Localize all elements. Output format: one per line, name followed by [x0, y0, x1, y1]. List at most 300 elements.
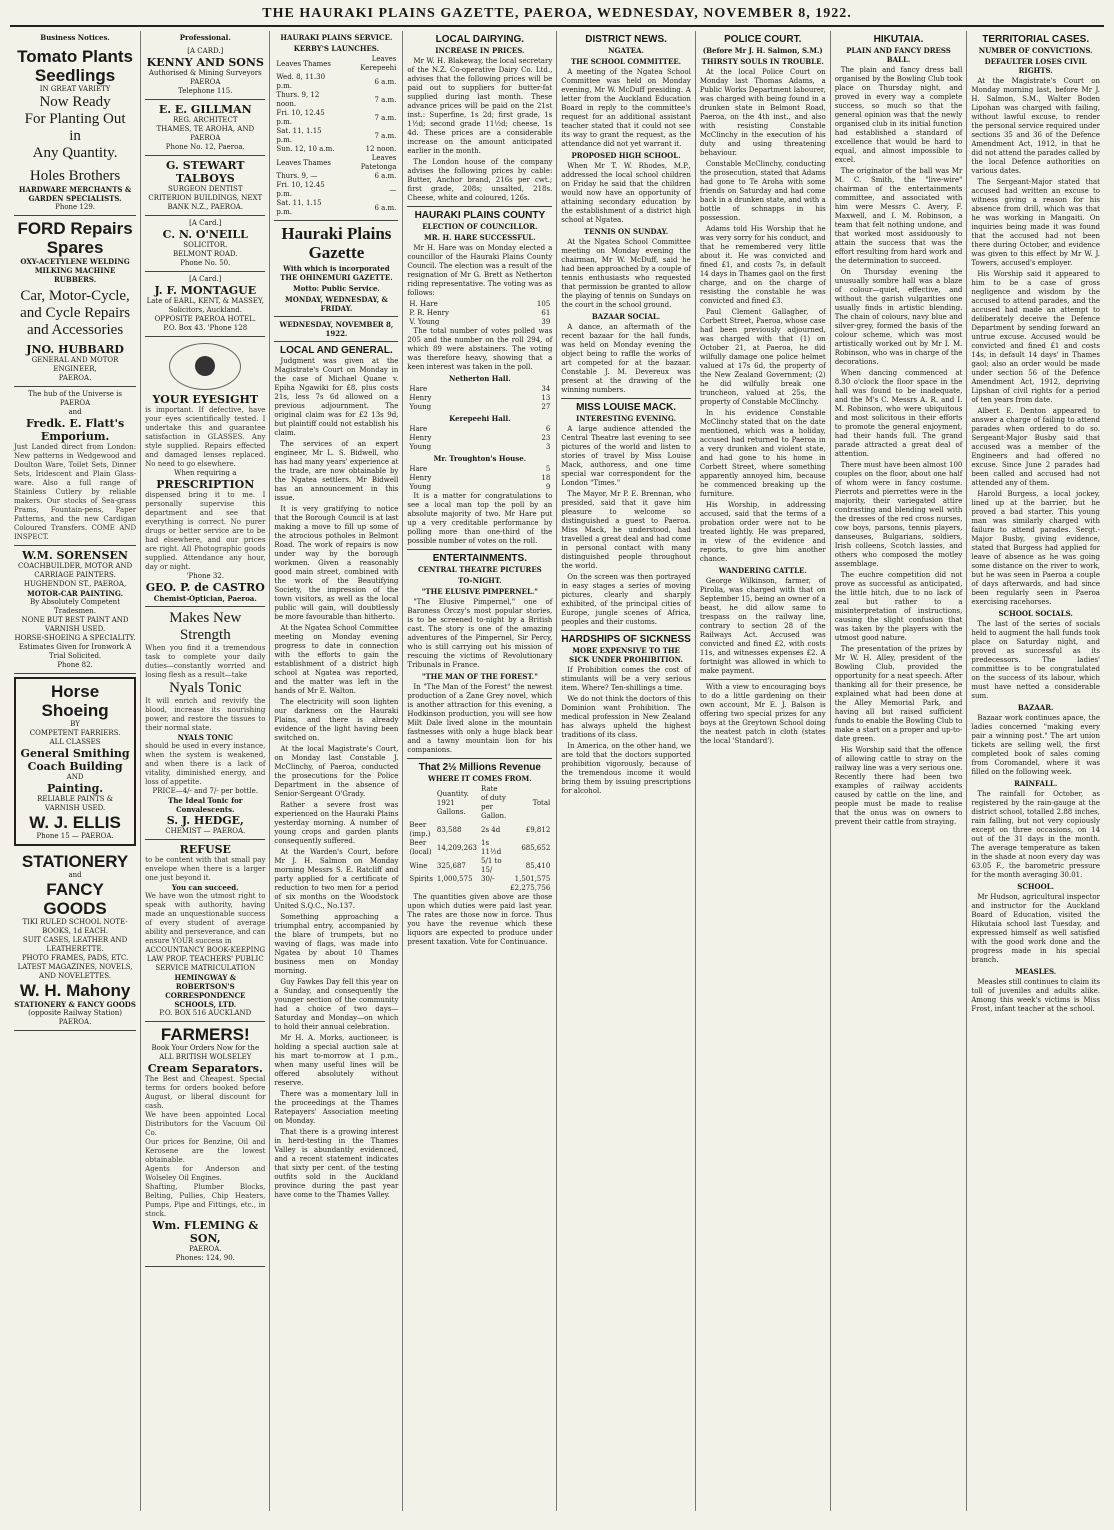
table-cell: £9,812 — [525, 825, 551, 834]
card-oneill — [145, 216, 265, 272]
booth-heading: Mr. Troughton's House. — [433, 454, 527, 463]
sorensen-ad — [14, 546, 136, 674]
card-gillman — [145, 100, 265, 156]
booth-table — [407, 465, 552, 492]
ad-line: STATIONERY — [21, 852, 129, 871]
section-subheading: CENTRAL THEATRE PICTURES — [417, 565, 542, 574]
table-cell: 1,000,575 — [436, 875, 473, 883]
paragraph: Adams told His Worship that he was very sorry for his conduct, and that he remembered very little about it. He was convicted and fined £1, and costs 7s, in default 14 days in Thames gaol on the first charge, and on the charge of resisting the constable he was convicted and fined £3. — [699, 225, 826, 305]
table-cell: 6 — [545, 425, 551, 433]
table-row — [407, 425, 552, 434]
table-cell: Beer (local) — [409, 839, 432, 856]
ad-text: should be used in every instance, when the system is weakened, and when there is a lack of vitality, diminished energy, and loss of appetite. — [145, 742, 266, 786]
table-row — [407, 884, 552, 893]
card-line: Phone No. 12, Paeroa. — [165, 143, 245, 151]
table-cell: 39 — [541, 318, 551, 326]
table-cell: 5 — [545, 465, 551, 473]
paragraph: The last of the series of socials held to augment the hall funds took place on Saturday night, and proved as successful as its predecessors. The ladies' committee is to be congratulated on the success of its labour, which must have netted a considerable sum. — [971, 620, 1100, 700]
paragraph: His Worship said it appeared to him to be a case of gross negligence and wisdom by the accused to attend parades, and the accused had made an attempt to deliberately deceive the Defence Department by sending forward an untrue excuse. Accused would be convicted and fined £1 and costs 14s, in default 14 days' in Thames gaol; also an order would be made under section 56 of the Defence Amendment Act, 1912, depriving Lipshan of civil rights for a period of ten years from date. — [971, 270, 1100, 404]
table-cell: — — [389, 185, 397, 194]
ad-line: Phone 15 — PAEROA. — [36, 832, 114, 840]
paragraph: The Mayor, Mr P. E. Brennan, who presided, said that it gave him pleasure to welcome so distinguished a guest to Paeroa. Miss Mack, he understood, had travelled a great deal and had come in personal contact with many distinguished people throughout the world. — [561, 490, 691, 570]
ad-line: Nyals Tonic — [169, 680, 242, 696]
table-cell: Sat. 11, 1.15 p.m. — [276, 127, 322, 144]
table-cell: 2s 4d — [481, 825, 501, 834]
card-line: BELMONT ROAD. — [173, 250, 238, 258]
ad-text: When you find it a tremendous task to complete your daily duties—constantly worried and losing flesh as a result—take — [145, 644, 266, 679]
ad-text: It will enrich and revivify the blood, increase its nourishing power, and restore the tissues to their normal state. — [145, 697, 266, 732]
table-row — [407, 465, 552, 474]
section-heading: ENTERTAINMENTS. — [432, 553, 527, 564]
ad-line: BY — [70, 720, 80, 728]
booth-heading: Netherton Hall. — [449, 374, 511, 383]
farmers-ad — [145, 1022, 265, 1267]
paper-title: Hauraki Plains Gazette — [281, 224, 392, 262]
ad-line: Any Quantity. — [32, 145, 118, 161]
table-row — [274, 172, 398, 181]
section-subheading: NUMBER OF CONVICTIONS. — [978, 46, 1093, 55]
card-kenny — [145, 44, 265, 100]
table-row — [274, 109, 398, 127]
card-line: E. E. GILLMAN — [158, 103, 252, 116]
column-7 — [831, 31, 968, 1511]
ad-line: REFUSE — [179, 843, 231, 856]
table-cell: P. R. Henry — [409, 309, 449, 317]
ad-text: dispensed bring it to me. I personally supervise this department and see that everything is correct. No purer drugs or better service are to be had elsewhere, and our prices are right. All Photographic goods supplied. Attendance any hour, day or night. — [145, 491, 266, 571]
table-row — [407, 403, 552, 412]
section-heading: That 2½ Millions Revenue — [418, 762, 541, 773]
table-row — [407, 821, 552, 839]
ad-line: STATIONERY & FANCY GOODS — [14, 1000, 136, 1009]
ad-line: Car, Motor-Cycle, and Cycle Repairs and Accessories — [20, 288, 131, 338]
divider — [274, 220, 398, 221]
paragraph: At the Ngatea School Committee meeting on Monday evening progress to date in connection with the efforts to gain the establishment of a district high school at Ngatea was reported, and the matter was left in the hands of Mr E. Walton. — [274, 624, 399, 695]
masthead: THE HAURAKI PLAINS GAZETTE, PAEROA, WEDNESDAY, NOVEMBER 8, 1922. — [10, 6, 1104, 27]
section-heading: LOCAL AND GENERAL. — [280, 345, 393, 356]
table-cell: 5/1 to 15/ — [481, 857, 502, 874]
paragraph: Mr H. A. Morks, auctioneer, is holding a special auction sale at his mart to-morrow at 1 p.m., when many useful lines will be offered absolutely without reserve. — [274, 1034, 399, 1087]
ad-line: NONE BUT BEST PAINT AND VARNISH USED. — [21, 616, 129, 633]
ad-line: GEO. P. de CASTRO — [145, 581, 265, 594]
table-head: Quantity. 1921 Gallons. — [436, 789, 469, 816]
revenue-table — [407, 785, 552, 893]
table-cell: 12 noon. — [365, 145, 397, 153]
ad-line: Estimates Given for Ironwork A Trial Solicited. — [18, 643, 132, 660]
ad-line: Phone 129. — [55, 203, 96, 211]
paper-line: With which is incorporated THE OHINEMURI GAZETTE. — [280, 264, 393, 282]
card-line: KENNY AND SONS — [146, 56, 264, 69]
section-subheading: INTERESTING EVENING. — [576, 414, 677, 423]
card-line: REG. ARCHITECT — [173, 116, 238, 124]
ad-line: HEMINGWAY & ROBERTSON'S CORRESPONDENCE SCHOOLS, LTD. — [165, 973, 246, 1009]
ad-text: Our prices for Benzine, Oil and Kerosene are the lowest obtainable. — [145, 1138, 266, 1164]
column-3 — [270, 31, 403, 1511]
table-cell: Sun. 12, 10 a.m. — [276, 145, 335, 153]
paragraph: At the Magistrate's Court on Monday morning last, before Mr J. H. Salmon, S.M., Walter Boden Lipohan was charged with failing, without lawful excuse, to render the personal service required under sections 35 and 36 of the Defence Amendment Act, 1912, in that he did not attend the parades called by the local Defence authorities on various dates. — [971, 77, 1100, 175]
table-cell: 23 — [541, 434, 551, 442]
card-line: P.O. Box 43. 'Phone 128 — [163, 324, 248, 332]
paragraph: The electricity will soon lighten our darkness on the Hauraki Plains, and there is already evidence of the light having been switched on. — [274, 698, 399, 742]
ad-line: PAEROA — [59, 399, 91, 407]
table-cell: 30/- — [481, 875, 495, 883]
table-cell: Henry — [409, 434, 432, 442]
table-row — [407, 785, 552, 821]
ad-line: COACHBUILDER, MOTOR AND CARRIAGE PAINTERS. — [18, 562, 133, 579]
paragraph: At the local Magistrate's Court, on Monday last Constable J. McClinchy, of Paeroa, conducted the prosecutions for the Police Department in the absence of Senior-Sergeant O'Grady. — [274, 745, 399, 798]
section-subheading: ELECTION OF COUNCILLOR. — [422, 222, 538, 231]
card-line: THAMES, TE AROHA, AND PAEROA — [156, 125, 255, 142]
paper-motto: Motto: Public Service. — [292, 284, 380, 293]
table-cell: 61 — [541, 309, 551, 317]
business-notices-header: Business Notices. — [40, 33, 110, 42]
table-cell: Hare — [409, 385, 428, 393]
paragraph: George Wilkinson, farmer, of Pirolia, was charged with that on September 15, being an owner of a beast, he did allow same to trespass on the railway line, contrary to section 28 of the Railways Act. Accused was convicted and fined £2, with costs 11s, and witnesses expenses £2. A fortnight was allowed in which to make payment. — [699, 577, 826, 675]
section-subheading: "THE ELUSIVE PIMPERNEL." — [421, 587, 538, 596]
table-row — [407, 839, 552, 857]
paragraph: The originator of the ball was Mr M. C. Smith, the "live-wire" chairman of the entertainments committee, and associated with him were Messrs C. Avery, F. Maxwell, and I. M. Robinson, a team that felt nothing undone, and that worked most assiduously to attain the success that was the effort resulting from hard work and the determination to succeed. — [834, 167, 963, 265]
table-row — [274, 181, 398, 199]
paragraph: Albert E. Denton appeared to answer a charge of failing to attend parades when ordered to do so. Sergeant-Major Busby said that accused was a member of the Engineers and had offered no excuse. Since June 2 parades had been called and accused had not attended any of them. — [971, 407, 1100, 487]
table-row — [407, 434, 552, 443]
votes-table — [407, 300, 552, 327]
paragraph: There must have been almost 100 couples on the floor, about one half of whom were in fancy costume. Pierrots and pierrettes were in the majority, their variegated attire contrasting and blending well with the dresses of the red cross nurses, cow boys, parsons, tennis players, danseuses, Bulgarians, soldiers, Irish colleens, Scotch lassies, and others who composed the motley assemblage. — [834, 461, 963, 568]
paragraph: The Sergeant-Major stated that accused had written an excuse to witness giving a reason for his absence from drill, which was that he was working in Mangaiti. On inquiries being made it was found that the accused had not been there during October, and evidence was given to this effect by Mr W. J. Towers, accused's employer. — [971, 178, 1100, 267]
table-cell: Wine — [409, 861, 428, 870]
section-subheading: THIRSTY SOULS IN TROUBLE. — [701, 57, 824, 66]
card-line: [A Card.] — [189, 275, 222, 283]
ad-line: Emporium. — [40, 430, 110, 443]
service-subtitle: KERBY'S LAUNCHES. — [293, 44, 380, 53]
paragraph: His Worship, in addressing accused, said that the terms of a probation order were not to be treated lightly. He was prepared, in view of the evidence and reports, to give him another chance. — [699, 501, 826, 563]
ad-line: W. H. Mahony — [19, 981, 131, 1000]
paragraph: Rather a severe frost was experienced on the Hauraki Plains yesterday morning. A number of young crops and garden plants consequently suffered. — [274, 801, 399, 845]
table-cell: Wed. 8, 11.30 p.m. — [276, 73, 326, 90]
table-cell: Henry — [409, 394, 432, 402]
card-line: [A CARD.] — [187, 47, 224, 55]
table-cell: 7 a.m. — [374, 131, 397, 140]
ad-line: PAEROA. — [189, 1245, 222, 1253]
paragraph: The London house of the company advises the following prices by cable: Butter, Anchor brand, 216s per cwt.; first grade, 208s; unsalted, 218s. Cheese, white and coloured, 126s. — [407, 158, 553, 202]
ad-line: 'Phone 32. — [186, 572, 224, 580]
paragraph: At the local Police Court on Monday last Thomas Adams, a Public Works Department labourer, was charged with being found in a drunken state in Belmont Road, Paeroa, on the 4th inst., and also with resisting Constable McClinchy in the execution of his duty and using threatening behaviour. — [699, 68, 826, 157]
ad-line: Fredk. E. Flatt's — [25, 417, 125, 430]
table-row — [407, 483, 552, 492]
ford-ad — [14, 216, 136, 387]
newspaper-page — [10, 6, 1104, 1516]
paragraph: Guy Fawkes Day fell this year on a Sunday, and consequently the younger section of the community had a choice of two days—Saturday and Monday—on which to hold their annual celebration. — [274, 978, 399, 1031]
table-head — [407, 785, 435, 821]
ad-line: PAEROA. — [58, 1018, 92, 1026]
ad-line: and — [68, 871, 82, 879]
table-row — [274, 73, 398, 91]
table-cell: Young — [409, 403, 432, 411]
section-subheading: (Before Mr J. H. Salmon, S.M.) — [702, 46, 823, 55]
ad-line: RELIABLE PAINTS & VARNISH USED. — [37, 795, 114, 812]
ad-line: PHOTO FRAMES, PADS, ETC. — [21, 954, 129, 962]
table-cell: Fri. 10, 12.45 p.m. — [276, 181, 325, 198]
section-subheading: NGATEA. — [608, 46, 644, 55]
table-head: Leaves Kerepeehi — [360, 55, 397, 72]
section-heading: HAURAKI PLAINS COUNTY — [414, 210, 546, 221]
paragraph: We do not think the doctors of this Dominion want Prohibition. The medical profession in New Zealand has always upheld the highest traditions of its class. — [561, 695, 691, 739]
divider — [407, 549, 552, 550]
ad-text: We have been appointed Local Distributors for the Vacuum Oil Co. — [145, 1111, 266, 1137]
booth-table — [407, 385, 552, 412]
column-4 — [403, 31, 557, 1511]
flatt-ad — [14, 387, 136, 546]
paragraph: That there is a growing interest in herd-testing in the Thames Valley is abundantly evidenced, and a recent statement indicates that sixty per cent. of the testing outfits sold in the Auckland province during the past year have come to the Thames Valley. — [274, 1128, 399, 1199]
paragraph: Paul Clement Gallagher, of Corbett Street, Paeroa, whose case had been previously adjourned, was charged with that (1) on October 21, at Paeroa, he did wilfully damage one police helmet valued at 17s 6d, the property of the New Zealand Government; (2) he did wilfully break one truncheon, valued at 25s, the property of Constable McClinchy. — [699, 308, 826, 406]
card-line: OPPOSITE PAEROA HOTEL. — [154, 315, 257, 323]
table-cell: Hare — [409, 465, 428, 473]
table-cell: 18 — [541, 474, 551, 482]
card-line: Authorised & Mining Surveyors — [148, 69, 262, 77]
card-line: PAEROA — [190, 78, 221, 86]
section-subheading: BAZAAR SOCIAL. — [591, 312, 661, 321]
ad-text: The Best and Cheapest. Special terms for orders booked before August, or liberal discount for cash. — [145, 1075, 266, 1110]
section-subheading: PROPOSED HIGH SCHOOL. — [571, 151, 681, 160]
column-6 — [696, 31, 831, 1511]
section-subheading: TO-NIGHT. — [458, 576, 502, 585]
card-line: CRITERION BUILDINGS, NEXT BANK N.Z., PAEROA. — [148, 194, 263, 211]
ad-line: Book Your Orders Now for the ALL BRITISH WOLSELEY — [151, 1044, 260, 1061]
ad-line: S. J. HEDGE, — [166, 814, 244, 827]
section-subheading: DEFAULTER LOSES CIVIL RIGHTS. — [984, 57, 1087, 75]
section-subheading: MORE EXPENSIVE TO THE SICK UNDER PROHIBITION. — [569, 646, 683, 664]
section-heading: POLICE COURT. — [724, 34, 802, 45]
paragraph: The quantities given above are those upon which duties were paid last year. The rates are those now in force. Thus you have the revenue which these liquors are expected to produce under present taxation. Vote for Continuance. — [407, 893, 553, 946]
paragraph: The plain and fancy dress ball organised by the Bowling Club took place on Thursday night, and proved in every way a complete success, so much so that the general opinion was that the newly organised club in its initial function had established a standard of excellence that would be hard to equal, and almost impossible to excel. — [834, 66, 963, 164]
ad-line: FARMERS! — [160, 1025, 250, 1044]
paragraph: On Thursday evening the unusually sombre hall was a blaze of colour—quiet, effective, and without the garish vulgarities one usually finds in artistic blending. The chain of colours, navy blue and silver-grey, formed the basis of the colour scheme, which was most artistically worked out by Mr I. M. Robinson, who was in charge of the decorations. — [834, 268, 963, 366]
table-cell: Sat. 11, 1.15 p.m. — [276, 199, 322, 216]
section-subheading: TENNIS ON SUNDAY. — [583, 227, 669, 236]
ad-line: Holes Brothers — [29, 168, 121, 184]
paragraph: With a view to encouraging boys to do a little gardening on their own account, Mr E. J. Balson is offering two special prizes for any boys at the Greytown School doing the neatest patch in cloth (states the local 'Standard'). — [699, 683, 826, 745]
ad-line: You can succeed. — [171, 883, 239, 892]
ad-line: Painting. — [47, 782, 104, 795]
ad-text: to be content with that small pay envelope when there is a larger one just beyond it. — [145, 856, 266, 882]
table-cell: 3 — [545, 443, 551, 451]
ad-line: CHEMIST — PAEROA. — [165, 827, 246, 835]
ad-line: Now Ready — [39, 94, 111, 110]
table-head: Leaves Patetonga — [360, 154, 397, 171]
table-row — [407, 394, 552, 403]
service-title: HAURAKI PLAINS SERVICE. — [280, 33, 393, 42]
ad-line: TIKI RULED SCHOOL NOTE-BOOKS, 1d EACH. — [22, 918, 128, 935]
ad-line: OXY-ACETYLENE WELDING — [20, 257, 130, 266]
table-row — [274, 55, 398, 73]
paragraph: The rainfall for October, as registered by the rain-gauge at the district school, totalled 2.88 inches, rain falling, but not very copiously except on three occasions, on 14 out of the 31 days in the month. The average temperature as taken in the shade at noon every day was 63.05 F., the barometric pressure for the month averaging 30.01. — [971, 790, 1100, 879]
table-cell: 1,501,575 — [514, 875, 551, 883]
stationery-ad — [14, 849, 136, 1031]
ad-line: Horse Shoeing — [41, 682, 109, 720]
table-cell: 685,652 — [521, 843, 551, 852]
ad-line: PAEROA. — [58, 374, 92, 382]
section-subheading: "THE MAN OF THE FOREST." — [421, 672, 538, 681]
ad-text: Just Landed direct from London: New patterns in Wedgewood and Doulton Ware, Toilet Sets, Dinner Sets, Iridescent and Plain Glass-ware. Also a full range of Stainless Cutlery by reliable makers. Our stocks of Sea-grass Prams, Fountain-pens, Paper Patterns, and the new Cardigan Coloured Transfers. COME AND INSPECT. — [14, 443, 137, 541]
ad-line: IN GREAT VARIETY — [39, 85, 111, 93]
table-head: Total — [532, 798, 551, 807]
section-subheading: SCHOOL. — [1017, 882, 1055, 891]
ad-line: ALL CLASSES — [49, 738, 101, 746]
section-subheading: SCHOOL SOCIALS. — [998, 609, 1073, 618]
paragraph: A meeting of the Ngatea School Committee was held on Monday evening, Mr W. McDuff presiding. A letter from the Auckland Education Board in reply to the committee's request for an additional assistant teacher stated that it could not see its way to grant the request, as the attendance did not yet warrant it. — [561, 68, 691, 148]
table-cell: Fri. 10, 12.45 p.m. — [276, 109, 325, 126]
ad-line: The Ideal Tonic for Convalescents. — [168, 796, 243, 814]
table-cell: 34 — [541, 385, 551, 393]
paragraph: Mr H. Hare was on Monday elected a councillor of the Hauraki Plains County Council. The election was a result of the resignation of Mr G. Brett as Netherton riding representative. The voting was as follows: — [407, 244, 553, 297]
paragraph: Constable McClinchy, conducting the prosecution, stated that Adams had gone to Te Aroha with some friends on Saturday and had come back in a drunken state, and with a bottle of schnapps in his possession. — [699, 160, 826, 222]
divider — [407, 758, 552, 759]
table-cell: Thurs. 9, 12 noon. — [276, 91, 320, 108]
table-cell: 6 a.m. — [374, 77, 397, 86]
section-subheading: THE SCHOOL COMMITTEE. — [571, 57, 682, 66]
table-cell: Henry — [409, 474, 432, 482]
eye-illustration-icon — [169, 343, 241, 390]
paragraph: There was a momentary lull in the proceedings at the Thames Ratepayers' Association meeting on Monday. — [274, 1090, 399, 1125]
ad-line: W. J. ELLIS — [29, 813, 121, 832]
eyesight-ad — [145, 337, 265, 607]
section-heading: TERRITORIAL CASES. — [982, 34, 1090, 45]
table-cell: 7 a.m. — [374, 113, 397, 122]
section-subheading: MR. H. HARE SUCCESSFUL. — [424, 233, 536, 242]
table-row — [407, 309, 552, 318]
professional-header: Professional. — [179, 33, 231, 42]
card-line: Telephone 115. — [178, 87, 233, 95]
column-5 — [557, 31, 696, 1511]
section-heading: LOCAL DAIRYING. — [435, 34, 525, 45]
paragraph: Mr W. H. Blakeway, the local secretary of the N.Z. Co-operative Dairy Co. Ltd., advises that the following prices will be paid out to suppliers for butter-fat supplied during last month. These advance prices will be paid on the 21st inst.: Superfine, 1s 2d; first grade, 1s 1½d; second grade 11½d; cheese, 1s 4d. These prices are a considerable increase on the amount anticipated earlier in the month. — [407, 57, 553, 155]
booth-table — [407, 425, 552, 452]
table-row — [274, 199, 398, 217]
table-cell: H. Hare — [409, 300, 438, 308]
ad-line: Wm. FLEMING & SON, — [152, 1219, 259, 1245]
paragraph: It is very gratifying to notice that the Borough Council is at last making a move to fill up some of the atrocious potholes in Belmont Road. The work of repairs is now under way by the borough workmen. Given a reasonably good main street, combined with the work of the Beautifying Society, the impression of the town visitors, as well as the local public will gain, will doubtlessly be more favourable than hitherto. — [274, 505, 399, 621]
paper-line: MONDAY, WEDNESDAY, & FRIDAY. — [284, 295, 388, 313]
table-row — [407, 857, 552, 875]
paragraph: A dance, an aftermath of the recent bazaar for the hall funds, was held on Monday evening the object being to raffle the works of art competed for at the bazaar. Constable J. M. Devereux was present at the drawing of the winning numbers. — [561, 323, 691, 394]
ad-line: Seedlings — [34, 66, 116, 85]
card-montague — [145, 272, 265, 337]
paragraph: "The Elusive Pimpernel," one of Baroness Orczy's most popular stories, is to be screened to-night by a British cast. The story is one of the amazing adventures of the Pimpernel, Sir Percy, who is still carrying out his mission of rescuing the victims of Revolutionary Tribunals in France. — [407, 598, 553, 669]
horse-shoeing-ad — [14, 677, 136, 846]
ad-line: Phone 82. — [57, 661, 93, 669]
table-row — [407, 443, 552, 452]
card-line: J. F. MONTAGUE — [154, 284, 257, 297]
divider — [274, 341, 398, 342]
ad-text: Agents for Anderson and Wolseley Oil Engines. — [145, 1165, 266, 1182]
table-cell: 1s 11½d — [481, 839, 502, 856]
ad-line: (opposite Railway Station) — [28, 1009, 122, 1017]
ad-line: MILKING MACHINE RUBBERS. — [34, 266, 116, 284]
ad-line: HORSE-SHOEING A SPECIALITY. — [14, 634, 136, 642]
card-line: SURGEON DENTIST — [168, 185, 243, 193]
table-row — [274, 127, 398, 145]
section-heading: HARDSHIPS OF SICKNESS — [561, 634, 691, 645]
launch-timetable — [274, 55, 398, 217]
paragraph: His Worship said that the offence of allowing cattle to stray on the railway line was a very serious one. Recently there had been two examples of railway accidents caused by cattle on the line, and people must be made to realise that the onus was on owners to prevent their cattle from straying. — [834, 746, 963, 826]
table-cell: Young — [409, 443, 432, 451]
ad-line: Strength — [179, 627, 231, 643]
column-2 — [141, 31, 270, 1511]
table-row — [274, 145, 398, 154]
ad-line: Chemist-Optician, Paeroa. — [153, 594, 257, 603]
section-subheading: MEASLES. — [1015, 967, 1057, 976]
paragraph: When dancing commenced at 8.30 o'clock the floor space in the hall was found to be inadequate, and the M's C. Messrs A. R. and I. M. Robinson, who were ubiquitous and most solicitous in their efforts to promote the general enjoyment, had their hands full. The grand parade attracted a great deal of attention. — [834, 369, 963, 458]
paragraph: At the Ngatea School Committee meeting on Monday evening the chairman, Mr W. McDuff, said he had been approached by a couple of tennis enthusiasts who requested that permission be granted to allow the playing of tennis on Sundays on the court in the school ground. — [561, 238, 691, 309]
table-cell: V. Young — [409, 318, 440, 326]
ad-line: Tomato Plants — [17, 47, 133, 66]
table-cell: 14,209,263 — [436, 843, 478, 852]
paragraph: Harold Burgess, a local jockey, lined up at the barrier, but he proved a bad starter. This young man was similarly charged with failure to attend parades. Sergt.-Major Busby, giving evidence, stated that Burgess had applied for leave of absence as he was going some distance on the river to work, but he was seen in Paeroa a couple of days afterwards, and had since been regularly seen in Paeroa exercising racehorses. — [971, 490, 1100, 606]
table-cell: 7 a.m. — [374, 95, 397, 104]
table-cell: 9 — [545, 483, 551, 491]
card-line: Late of EARL, KENT, & MASSEY, Solicitors, Auckland. — [146, 297, 264, 314]
paragraph: On the screen was then portrayed in easy stages a series of moving pictures, clearly and sharply exhibited, of the principal cities of Europe, jungle scenes of Africa, peoples and their customs. — [561, 573, 691, 626]
table-row — [407, 385, 552, 394]
paragraph: In America, on the other hand, we are told that the doctors supported prohibition vigorously, because of the tremendous income it would bring them by issuing prescriptions for alcohol. — [561, 742, 691, 795]
section-heading: HIKUTAIA. — [873, 34, 924, 45]
divider — [274, 316, 398, 317]
ad-line: Cream Separators. — [147, 1062, 263, 1075]
table-cell: Hare — [409, 425, 428, 433]
table-cell: 13 — [541, 394, 551, 402]
card-talboys — [145, 156, 265, 216]
ad-line: For Planting Out — [24, 111, 126, 127]
ad-line: Makes New — [169, 610, 242, 626]
columns — [10, 31, 1104, 1511]
ad-line: FORD Repairs — [17, 219, 133, 238]
paragraph: Measles still continues to claim its toll of juveniles and adults alike. Among this week's victims is Miss Frost, infant teacher at the school. — [971, 978, 1100, 1013]
paragraph: When Mr T. W. Rhodes, M.P., addressed the local school children on Friday he said that the children would now have an opportunity of attaining secondary education by the establishment of a district high school at Ngatea. — [561, 162, 691, 224]
card-line: [A Card.] — [189, 219, 222, 227]
ad-line: By Absolutely Competent Tradesmen. — [30, 598, 121, 615]
paragraph: The presentation of the prizes by Mr W. H. Alley, president of the Bowling Club, provided the opportunity for a neat speech. After thanking all for their presence, he explained what had been done at the Alley Memorial Park, and having all but raised sufficient funds to enable the Bowling Club to make a start on a proper and up-to-date green. — [834, 645, 963, 743]
paper-date: WEDNESDAY, NOVEMBER 8, 1922. — [279, 320, 394, 338]
paragraph: It is a matter for congratulations to see a local man top the poll by an absolute majority of two. Mr Hare put up a very creditable performance by polling more than one-third of the possible number of votes on the roll. — [407, 492, 553, 545]
ad-line: When requiring a — [174, 469, 237, 477]
paragraph: At the Warden's Court, before Mr J. H. Salmon on Monday morning Messrs S. E. Ratcliff and party applied for a certificate of reduction to two men for a period of six months on the Woodstock United S.Q.C., No.137. — [274, 848, 399, 910]
table-cell: 6 a.m. — [374, 203, 397, 212]
ad-line: PRESCRIPTION — [156, 478, 255, 491]
refuse-ad — [145, 840, 265, 1022]
ad-line: Spares — [46, 238, 104, 257]
paragraph: The euchre competition did not prove as successful as anticipated, the little hitch, due to no lack of zeal but rather to a misinterpretation of instructions, causing the slight confusion that was taken by the players with the utmost good nature. — [834, 571, 963, 642]
ad-line: The hub of the Universe is — [28, 390, 122, 398]
ad-line: W.M. SORENSEN — [22, 549, 128, 562]
ad-line: Coach Building — [27, 760, 123, 773]
ad-line: Phones: 124, 90. — [175, 1254, 235, 1262]
tomato-ad — [14, 44, 136, 216]
table-row — [274, 154, 398, 172]
table-head: Rate of duty per Gallon. — [481, 785, 507, 820]
ad-line: ACCOUNTANCY BOOK-KEEPING LAW PROF. TEACHERS' PUBLIC SERVICE MATRICULATION — [145, 946, 266, 972]
booth-heading: Kerepeehi Hall. — [449, 414, 511, 423]
table-cell: 27 — [541, 403, 551, 411]
ad-line: GENERAL AND MOTOR ENGINEER, — [31, 356, 119, 373]
ad-text: is important. If defective, have your eyes scientifically tested. I undertake this and guarantee satisfaction in GLASSES. Any style supplied. Repairs effected and damaged lenses replaced. No need to go elsewhere. — [145, 406, 266, 468]
paragraph: Mr Hudson, agricultural inspector and instructor for the Auckland Board of Education, visited the Hikutaia school last Tuesday, and expressed himself as well satisfied with the good work done and the progress made in his special branch. — [971, 893, 1100, 964]
ad-line: HARDWARE MERCHANTS & GARDEN SPECIALISTS. — [18, 185, 132, 203]
section-heading: MISS LOUISE MACK. — [576, 402, 677, 413]
paragraph: The services of an expert engineer, Mr L. S. Bidwell, who has had many years' experience at the trade, are now obtainable by the Ngatea settlers. Mr Bidwell has an announcement in this issue. — [274, 440, 399, 502]
section-subheading: PLAIN AND FANCY DRESS BALL. — [846, 46, 951, 64]
card-line: SOLICITOR. — [183, 241, 228, 249]
card-line: G. STEWART TALBOYS — [166, 159, 245, 185]
column-1 — [10, 31, 141, 1511]
table-cell: Spirits — [409, 875, 433, 883]
